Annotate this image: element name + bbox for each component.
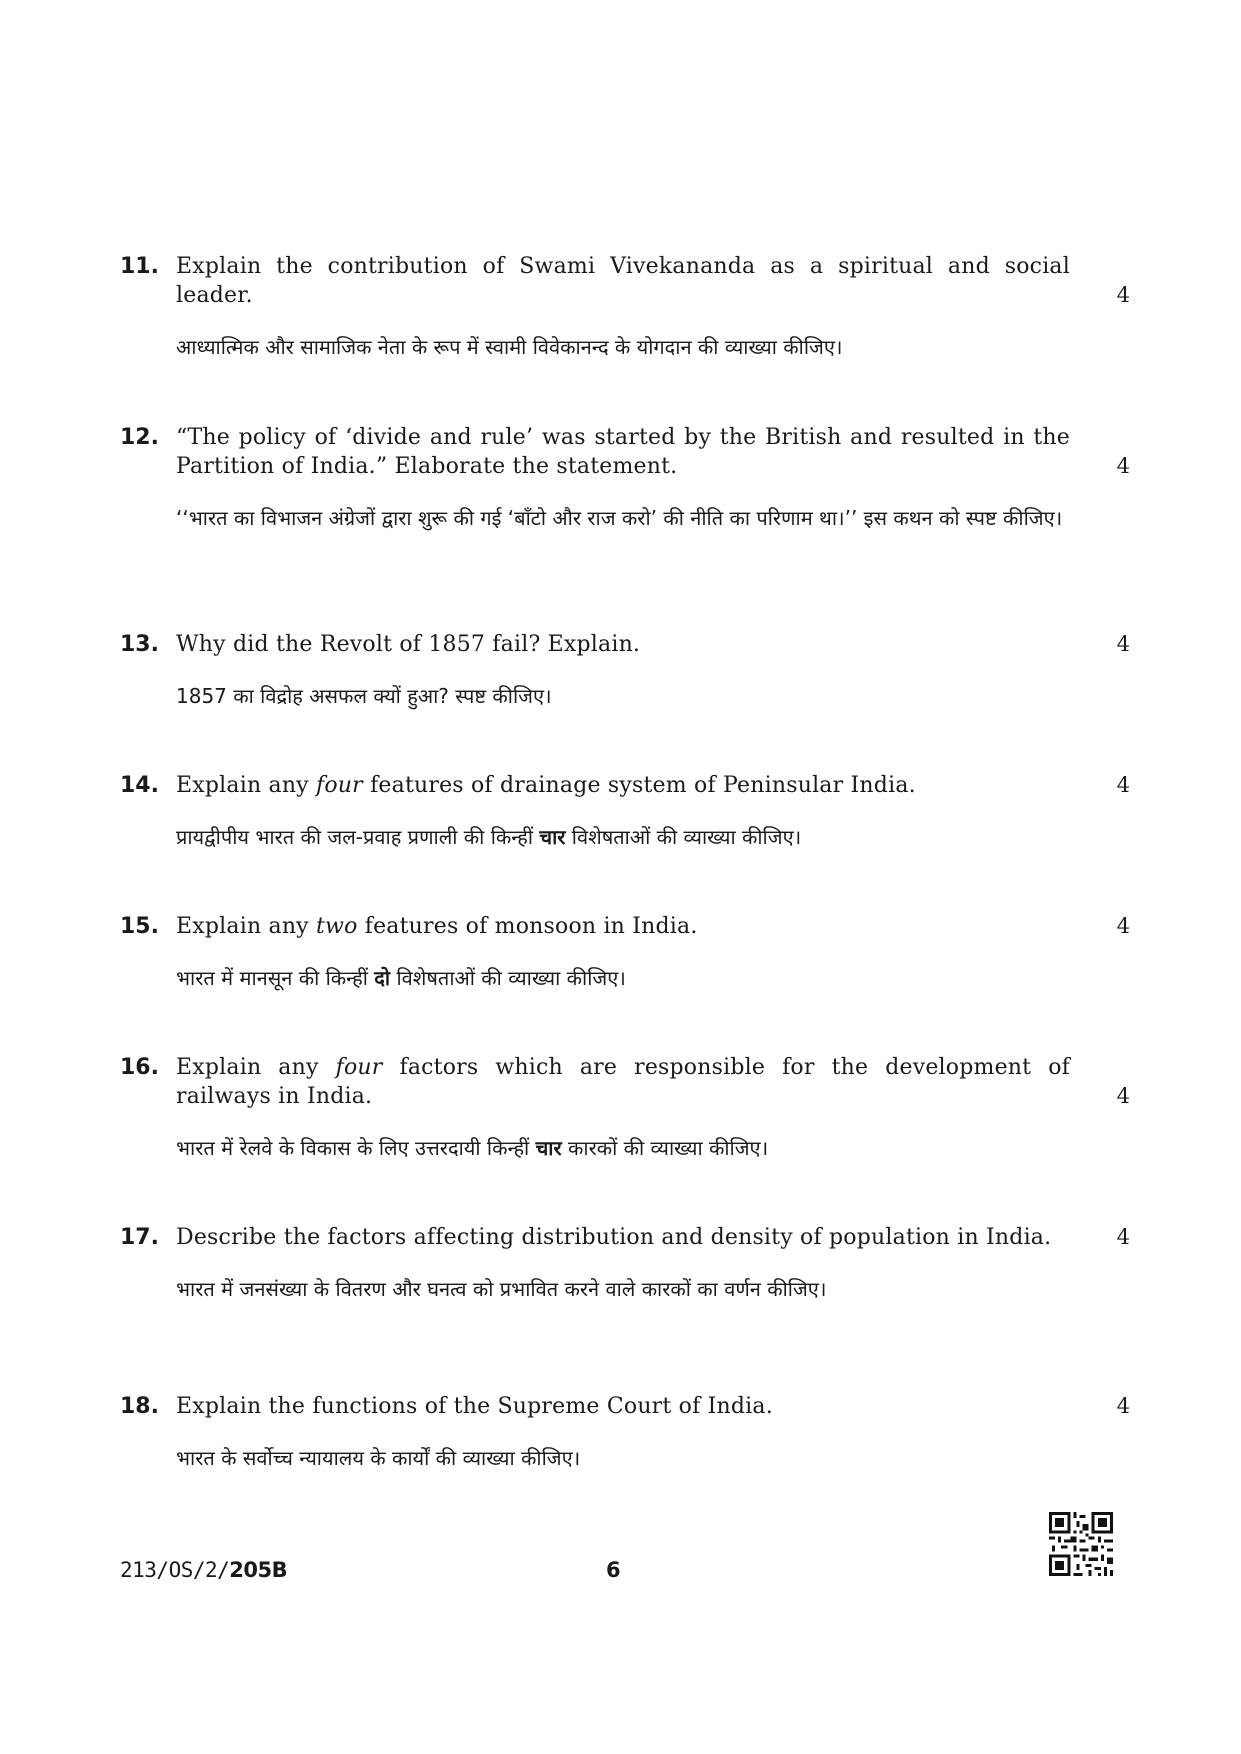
question-marks: 4 (1116, 283, 1130, 307)
question-14 (120, 771, 1130, 856)
emphasis: चार (539, 825, 566, 849)
question-text-hindi: 1857 का विद्रोह असफल क्यों हुआ? स्पष्ट कीजिए। (176, 684, 552, 708)
question-text-english: “The policy of ‘divide and rule’ was started by the British and resulted in the Partition of India.” Elaborate the statement. (176, 425, 1070, 479)
emphasis: दो (374, 966, 391, 990)
question-marks: 4 (1116, 773, 1130, 797)
page-number: 6 (606, 1558, 621, 1582)
question-17 (120, 1223, 1130, 1308)
emphasis: two (316, 914, 358, 939)
question-marks: 4 (1116, 1394, 1130, 1418)
question-text-english: Explain the contribution of Swami Vivekananda as a spiritual and social leader. (176, 254, 1070, 308)
question-number: 13. (120, 632, 159, 657)
emphasis: four (335, 1055, 383, 1080)
question-number: 12. (120, 425, 159, 450)
question-text-hindi: भारत के सर्वोच्च न्यायालय के कार्यों की व्याख्या कीजिए। (176, 1446, 581, 1470)
paper-code: 213/OS/2/205B (120, 1558, 288, 1582)
question-11 (120, 252, 1130, 366)
question-marks: 4 (1116, 632, 1130, 656)
question-text-hindi: भारत में जनसंख्या के वितरण और घनत्व को प्रभावित करने वाले कारकों का वर्णन कीजिए। (176, 1277, 827, 1301)
question-15 (120, 912, 1130, 997)
question-12 (120, 423, 1130, 537)
question-16 (120, 1053, 1130, 1167)
question-text-english: Describe the factors affecting distribution and density of population in India. (176, 1225, 1052, 1250)
question-number: 15. (120, 914, 159, 939)
question-marks: 4 (1116, 1084, 1130, 1108)
question-text-hindi: ‘‘भारत का विभाजन अंग्रेजों द्वारा शुरू की गई ‘बाँटो और राज करो’ की नीति का परिणाम था।’’ इस कथन को स्पष्ट कीजिए। (176, 506, 1063, 530)
question-text-english: Explain any four factors which are responsible for the development of railways in India. (176, 1055, 1070, 1109)
question-marks: 4 (1116, 454, 1130, 478)
question-text-english: Why did the Revolt of 1857 fail? Explain. (176, 632, 641, 657)
question-text-hindi: प्रायद्वीपीय भारत की जल-प्रवाह प्रणाली की किन्हीं चार विशेषताओं की व्याख्या कीजिए। (176, 825, 802, 849)
question-number: 14. (120, 773, 159, 798)
question-text-english: Explain the functions of the Supreme Court of India. (176, 1394, 773, 1419)
question-13 (120, 630, 1130, 715)
question-marks: 4 (1116, 1225, 1130, 1249)
question-text-hindi: भारत में मानसून की किन्हीं दो विशेषताओं की व्याख्या कीजिए। (176, 966, 626, 990)
question-18 (120, 1392, 1130, 1477)
question-text-english: Explain any four features of drainage system of Peninsular India. (176, 773, 916, 798)
question-number: 18. (120, 1394, 159, 1419)
question-number: 11. (120, 254, 159, 279)
question-number: 16. (120, 1055, 159, 1080)
emphasis: four (316, 773, 363, 798)
emphasis: चार (535, 1136, 562, 1160)
question-number: 17. (120, 1225, 159, 1250)
question-text-hindi: आध्यात्मिक और सामाजिक नेता के रूप में स्वामी विवेकानन्द के योगदान की व्याख्या कीजिए। (176, 335, 843, 359)
question-marks: 4 (1116, 914, 1130, 938)
qr-code-icon (1049, 1512, 1113, 1576)
question-text-hindi: भारत में रेलवे के विकास के लिए उत्तरदायी किन्हीं चार कारकों की व्याख्या कीजिए। (176, 1136, 769, 1160)
question-text-english: Explain any two features of monsoon in India. (176, 914, 698, 939)
